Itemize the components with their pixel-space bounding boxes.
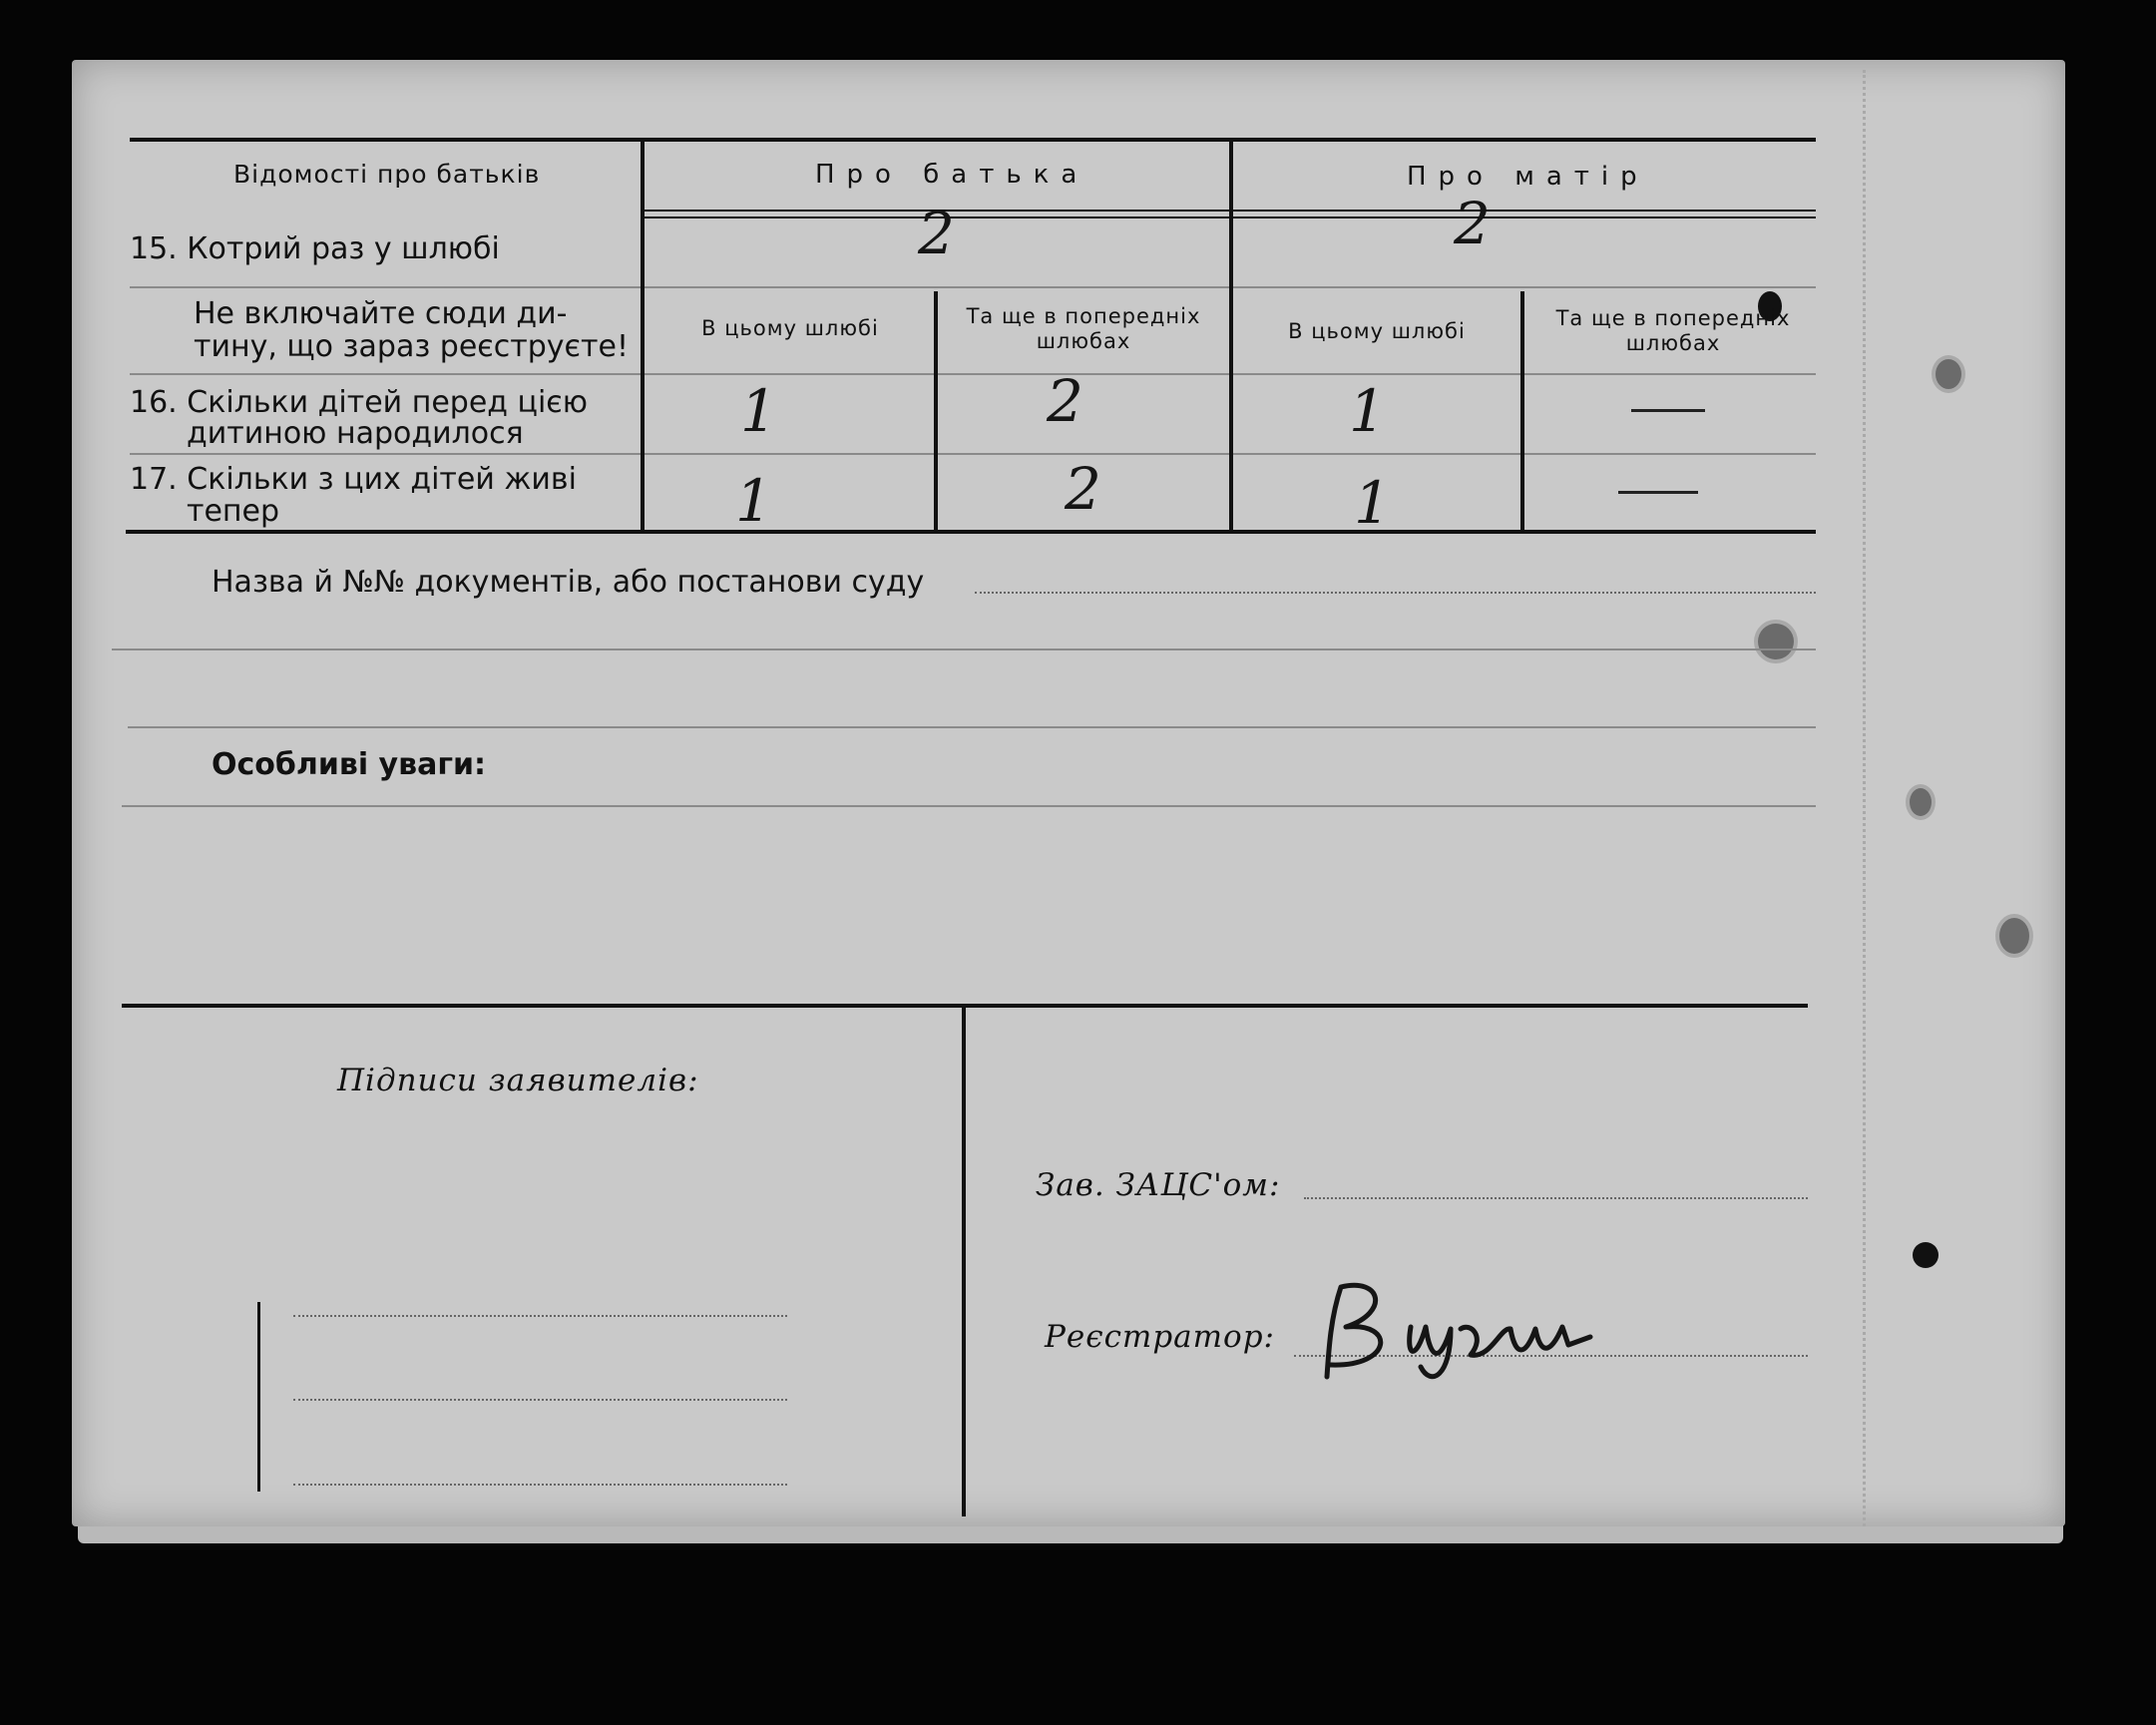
documents-line-2 <box>112 648 1816 650</box>
row17-father-prev: 2 <box>1065 455 1101 523</box>
row-divider <box>130 286 1816 288</box>
row15-father-value: 2 <box>918 200 955 267</box>
row17-mother-this: 1 <box>1354 469 1391 537</box>
subheader-mother-this: В цьому шлюбі <box>1288 319 1466 343</box>
registration-form-sheet <box>72 60 2065 1526</box>
signature-block-divider <box>962 1008 966 1516</box>
subheader-mother-prev-1: Та ще в попередніх <box>1555 306 1791 330</box>
subheader-father-this: В цьому шлюбі <box>701 316 879 340</box>
header-about-father: Про батька <box>815 160 1089 190</box>
punch-hole <box>1936 359 1961 389</box>
subheader-father-prev-2: шлюбах <box>1036 329 1131 353</box>
table-top-rule <box>130 138 1816 142</box>
head-of-registry-signature-line <box>1304 1197 1808 1199</box>
registrar-handwritten-signature <box>1301 1267 1620 1397</box>
row16-father-this: 1 <box>740 377 777 445</box>
applicant-signature-line-1 <box>293 1315 787 1317</box>
row15-label: 15. Котрий раз у шлюбі <box>130 231 500 266</box>
signature-box-edge <box>257 1302 260 1492</box>
row16-label-line2: дитиною народилося <box>187 416 524 451</box>
applicant-signature-line-2 <box>293 1399 787 1401</box>
row16-mother-this: 1 <box>1349 377 1386 445</box>
applicant-signature-line-3 <box>293 1484 787 1486</box>
header-about-mother: Про матір <box>1407 162 1649 192</box>
applicant-signatures-label: Підписи заявителів: <box>337 1063 699 1098</box>
column-divider <box>641 142 645 531</box>
row17-label-line2: тепер <box>187 494 280 529</box>
header-rule-double <box>641 216 1816 218</box>
row-divider <box>130 373 1816 375</box>
row16-mother-prev-dash <box>1631 409 1705 412</box>
head-of-registry-label: Зав. ЗАЦС'ом: <box>1036 1167 1281 1203</box>
special-notes-label: Особливі уваги: <box>212 747 487 782</box>
row16-label-line1: 16. Скільки дітей перед цією <box>130 385 589 420</box>
column-divider <box>934 291 938 531</box>
note-line1: Не включайте сюди ди- <box>194 296 568 331</box>
header-parents-info: Відомості про батьків <box>233 160 541 189</box>
documents-line-3 <box>128 726 1816 728</box>
subheader-mother-prev-2: шлюбах <box>1625 331 1721 355</box>
row16-father-prev: 2 <box>1047 367 1083 435</box>
row17-mother-prev-dash <box>1618 491 1698 494</box>
table-bottom-rule <box>126 530 1816 534</box>
row17-label-line1: 17. Скільки з цих дітей живі <box>130 462 577 497</box>
punch-hole <box>1758 624 1794 659</box>
special-notes-line <box>122 805 1816 807</box>
row17-father-this: 1 <box>735 467 772 535</box>
documents-dotted-line <box>975 592 1816 594</box>
punch-hole <box>1910 788 1932 816</box>
row-divider <box>130 453 1816 455</box>
perforation-line <box>1863 70 1866 1526</box>
note-line2: тину, що зараз реєструєте! <box>194 329 629 364</box>
registrar-label: Реєстратор: <box>1045 1319 1275 1355</box>
header-rule <box>641 210 1816 212</box>
row15-mother-value: 2 <box>1454 190 1491 257</box>
column-divider <box>1520 291 1524 531</box>
subheader-father-prev-1: Та ще в попередніх <box>966 304 1201 328</box>
punch-hole <box>1999 918 2029 954</box>
column-divider <box>1229 142 1233 531</box>
ink-blot <box>1913 1242 1939 1268</box>
documents-label: Назва й №№ документів, або постанови суду <box>212 565 925 600</box>
